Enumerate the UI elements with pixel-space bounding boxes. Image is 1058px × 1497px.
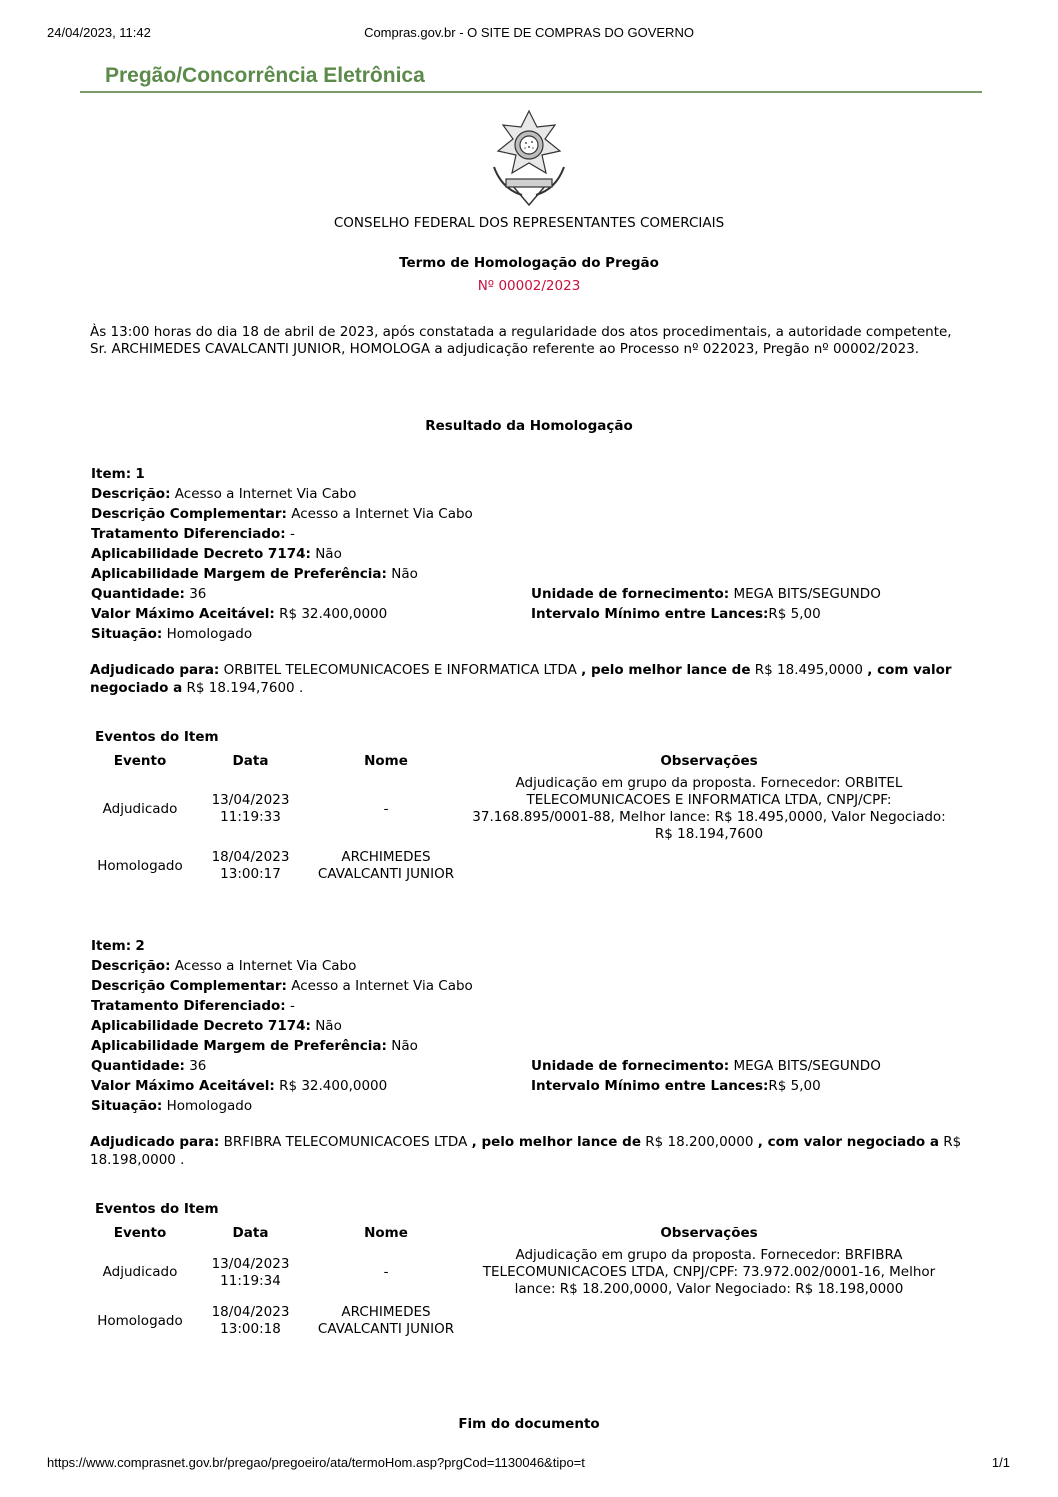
label-intervalo: Intervalo Mínimo entre Lances: bbox=[531, 606, 769, 622]
label-situacao: Situação: bbox=[91, 1098, 163, 1114]
item-unidade: MEGA BITS/SEGUNDO bbox=[733, 1058, 881, 1074]
event-date: 18/04/2023 bbox=[211, 849, 290, 865]
label-quantidade: Quantidade: bbox=[91, 1058, 185, 1074]
events-header-row bbox=[86, 750, 953, 772]
result-title: Resultado da Homologação bbox=[425, 418, 633, 434]
label-descricao: Descrição: bbox=[91, 486, 171, 502]
item-intervalo: R$ 5,00 bbox=[768, 606, 821, 622]
end-of-document: Fim do documento bbox=[458, 1416, 600, 1432]
item-number: 1 bbox=[135, 466, 145, 482]
label-valor-maximo: Valor Máximo Aceitável: bbox=[91, 1078, 275, 1094]
document-number: Nº 00002/2023 bbox=[477, 278, 581, 294]
event-time: 13:00:18 bbox=[220, 1321, 281, 1337]
cell-evento: Homologado bbox=[97, 857, 183, 874]
col-observacoes: Observações bbox=[660, 753, 758, 769]
label-descricao: Descrição: bbox=[91, 958, 171, 974]
item-tratamento: - bbox=[289, 526, 295, 542]
item-decreto: Não bbox=[315, 546, 342, 562]
col-observacoes: Observações bbox=[660, 1225, 758, 1241]
label-situacao: Situação: bbox=[91, 626, 163, 642]
col-nome: Nome bbox=[364, 753, 408, 769]
label-item: Item: bbox=[91, 466, 132, 482]
col-data: Data bbox=[232, 753, 269, 769]
item-unidade: MEGA BITS/SEGUNDO bbox=[733, 586, 881, 602]
melhor-lance-value: R$ 18.200,0000 bbox=[645, 1134, 754, 1150]
adjudication-summary: Adjudicado para: ORBITEL TELECOMUNICACOES E INFORMATICA LTDA , pelo melhor lance de R$ 18.495,0000 , com valor negociado a R$ 18.194,7600 . bbox=[90, 662, 952, 696]
label-unidade: Unidade de fornecimento: bbox=[531, 1058, 730, 1074]
cell-observacoes bbox=[465, 846, 953, 886]
cell-observacoes: Adjudicação em grupo da proposta. Fornecedor: BRFIBRA TELECOMUNICACOES LTDA, CNPJ/CPF: 73.972.002/0001-16, Melhor lance: R$ 18.200,0000, Valor Negociado: R$ 18.198,0000 bbox=[482, 1247, 936, 1297]
footer-url-link[interactable]: https://www.comprasnet.gov.br/pregao/pregoeiro/ata/termoHom.asp?prgCod=1130046&tipo=t bbox=[47, 1455, 585, 1470]
label-unidade: Unidade de fornecimento: bbox=[531, 586, 730, 602]
events-table bbox=[86, 750, 953, 886]
cell-evento: Adjudicado bbox=[102, 1264, 178, 1280]
table-row bbox=[86, 846, 953, 886]
cell-nome: ARCHIMEDES CAVALCANTI JUNIOR bbox=[317, 1304, 455, 1337]
events-header-row bbox=[86, 1222, 953, 1244]
cell-data bbox=[194, 772, 307, 846]
item-block bbox=[91, 464, 971, 644]
col-evento: Evento bbox=[113, 753, 167, 769]
section-title: Pregão/Concorrência Eletrônica bbox=[105, 64, 425, 87]
label-item: Item: bbox=[91, 938, 132, 954]
item-descricao: Acesso a Internet Via Cabo bbox=[174, 486, 357, 502]
event-date: 18/04/2023 bbox=[211, 1304, 290, 1320]
adjudicado-supplier: ORBITEL TELECOMUNICACOES E INFORMATICA LTDA bbox=[223, 662, 577, 678]
table-row bbox=[86, 1244, 953, 1301]
item-margem: Não bbox=[391, 566, 418, 582]
cell-nome: ARCHIMEDES CAVALCANTI JUNIOR bbox=[317, 849, 455, 882]
valor-negociado-value: R$ 18.194,7600 bbox=[186, 680, 295, 696]
item-descricao-complementar: Acesso a Internet Via Cabo bbox=[291, 506, 473, 522]
events-title: Eventos do Item bbox=[95, 729, 219, 745]
item-quantidade: 36 bbox=[189, 1058, 207, 1074]
cell-nome: - bbox=[383, 800, 389, 817]
item-intervalo: R$ 5,00 bbox=[768, 1078, 821, 1094]
item-situacao: Homologado bbox=[166, 1098, 253, 1114]
cell-observacoes bbox=[465, 1301, 953, 1341]
cell-evento: Homologado bbox=[97, 1312, 183, 1329]
item-situacao: Homologado bbox=[166, 626, 253, 642]
item-block bbox=[91, 936, 971, 1116]
label-descricao-complementar: Descrição Complementar: bbox=[91, 506, 287, 522]
label-decreto: Aplicabilidade Decreto 7174: bbox=[91, 1018, 311, 1034]
item-quantidade: 36 bbox=[189, 586, 207, 602]
item-descricao: Acesso a Internet Via Cabo bbox=[174, 958, 357, 974]
label-margem: Aplicabilidade Margem de Preferência: bbox=[91, 566, 387, 582]
label-margem: Aplicabilidade Margem de Preferência: bbox=[91, 1038, 387, 1054]
cell-observacoes: Adjudicação em grupo da proposta. Fornecedor: ORBITEL TELECOMUNICACOES E INFORMATICA LTDA, CNPJ/CPF: 37.168.895/0001-88, Melhor lance: R$ 18.495,0000, Valor Negociado: R$ 18.194,7600 bbox=[472, 775, 946, 842]
col-evento: Evento bbox=[113, 1225, 167, 1241]
cell-data bbox=[194, 1301, 307, 1341]
valor-negociado-value: R$ 18.198,0000 bbox=[90, 1134, 962, 1168]
organization-name: CONSELHO FEDERAL DOS REPRESENTANTES COMERCIAIS bbox=[333, 215, 725, 231]
cell-nome: - bbox=[383, 1264, 389, 1280]
header-divider bbox=[80, 91, 982, 93]
event-date: 13/04/2023 bbox=[211, 1255, 290, 1272]
label-descricao-complementar: Descrição Complementar: bbox=[91, 978, 287, 994]
label-valor-negociado: , com valor negociado a bbox=[757, 1134, 939, 1150]
label-decreto: Aplicabilidade Decreto 7174: bbox=[91, 546, 311, 562]
event-time: 11:19:34 bbox=[220, 1272, 281, 1289]
label-valor-maximo: Valor Máximo Aceitável: bbox=[91, 606, 275, 622]
item-tratamento: - bbox=[289, 998, 295, 1014]
event-time: 11:19:33 bbox=[220, 809, 281, 825]
table-row bbox=[86, 772, 953, 846]
site-title: Compras.gov.br - O SITE DE COMPRAS DO GOVERNO bbox=[364, 25, 694, 40]
item-number: 2 bbox=[135, 938, 145, 954]
label-tratamento: Tratamento Diferenciado: bbox=[91, 998, 286, 1014]
cell-data bbox=[194, 1244, 307, 1301]
label-tratamento: Tratamento Diferenciado: bbox=[91, 526, 286, 542]
item-decreto: Não bbox=[315, 1018, 342, 1034]
col-nome: Nome bbox=[364, 1225, 408, 1241]
item-margem: Não bbox=[391, 1038, 418, 1054]
events-title: Eventos do Item bbox=[95, 1201, 219, 1217]
label-intervalo: Intervalo Mínimo entre Lances: bbox=[531, 1078, 769, 1094]
col-data: Data bbox=[232, 1225, 269, 1241]
item-descricao-complementar: Acesso a Internet Via Cabo bbox=[291, 978, 473, 994]
events-table bbox=[86, 1222, 953, 1341]
event-date: 13/04/2023 bbox=[211, 792, 290, 808]
event-time: 13:00:17 bbox=[220, 866, 281, 882]
label-adjudicado-para: Adjudicado para: bbox=[90, 1134, 220, 1150]
table-row bbox=[86, 1301, 953, 1341]
label-melhor-lance: , pelo melhor lance de bbox=[581, 662, 751, 678]
adjudicado-supplier: BRFIBRA TELECOMUNICACOES LTDA bbox=[223, 1134, 468, 1150]
adjudication-summary: Adjudicado para: BRFIBRA TELECOMUNICACOES LTDA , pelo melhor lance de R$ 18.200,0000 , com valor negociado a R$ 18.198,0000 . bbox=[90, 1134, 962, 1168]
item-valor-maximo: R$ 32.400,0000 bbox=[279, 1078, 388, 1094]
label-valor-negociado: , com valor negociado a bbox=[90, 662, 952, 696]
coat-of-arms-emblem bbox=[482, 107, 576, 207]
item-valor-maximo: R$ 32.400,0000 bbox=[279, 606, 388, 622]
page-number: 1/1 bbox=[991, 1455, 1010, 1470]
print-datetime: 24/04/2023, 11:42 bbox=[47, 25, 151, 40]
intro-paragraph: Às 13:00 horas do dia 18 de abril de 2023, após constatada a regularidade dos atos procedimentais, a autoridade competente, Sr. ARCHIMEDES CAVALCANTI JUNIOR, HOMOLOGA a adjudicação referente ao Processo nº 022023, Pregão nº 00002/2023. bbox=[90, 324, 952, 357]
melhor-lance-value: R$ 18.495,0000 bbox=[754, 662, 863, 678]
cell-data bbox=[194, 846, 307, 886]
document-title: Termo de Homologação do Pregão bbox=[399, 255, 659, 271]
label-adjudicado-para: Adjudicado para: bbox=[90, 662, 220, 678]
cell-evento: Adjudicado bbox=[102, 800, 178, 817]
label-quantidade: Quantidade: bbox=[91, 586, 185, 602]
label-melhor-lance: , pelo melhor lance de bbox=[471, 1134, 641, 1150]
